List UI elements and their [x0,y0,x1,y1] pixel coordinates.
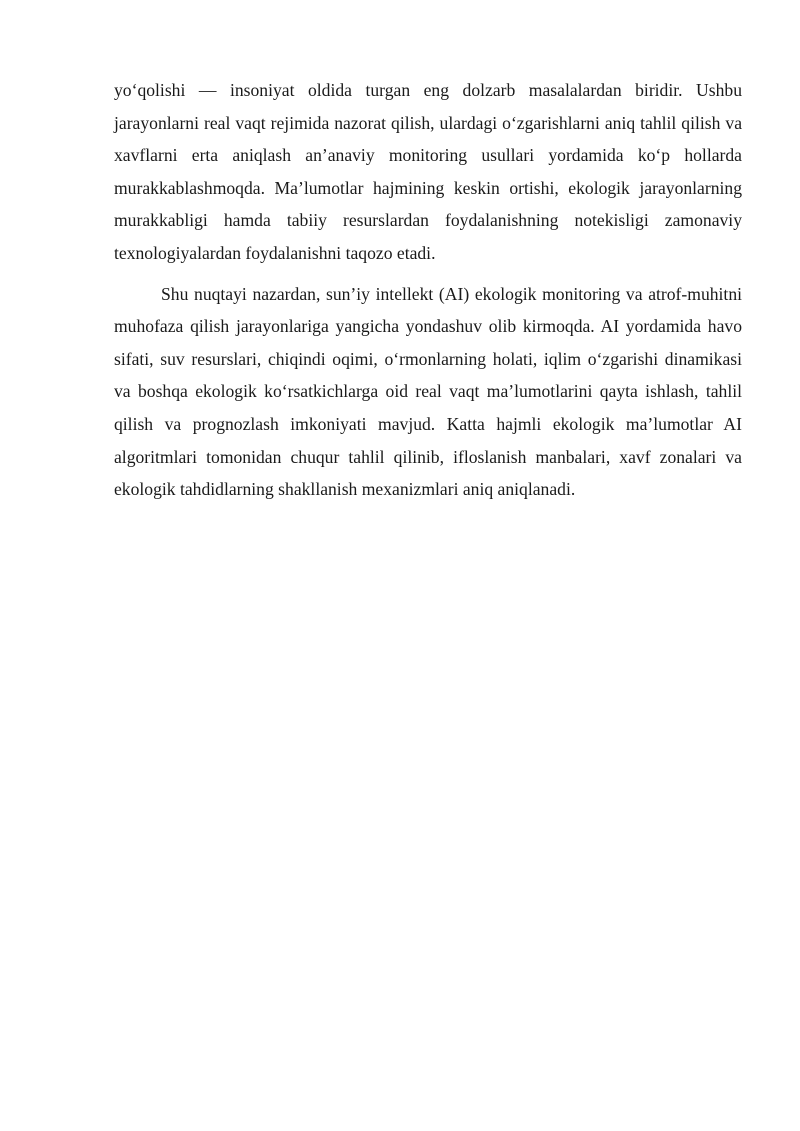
paragraph-ai-monitoring: Shu nuqtayi nazardan, sun’iy intellekt (AI) ekologik monitoring va atrof-muhitni muhofaza qilish jarayonlariga yangicha yondashuv olib kirmoqda. AI yordamida havo sifati, suv resurslari, chiqindi oqimi, o‘rmonlarning holati, iqlim o‘zgarishi dinamikasi va boshqa ekologik ko‘rsatkichlarga oid real vaqt ma’lumotlarini qayta ishlash, tahlil qilish va prognozlash imkoniyati mavjud. Katta hajmli ekologik ma’lumotlar AI algoritmlari tomonidan chuqur tahlil qilinib, ifloslanish manbalari, xavf zonalari va ekologik tahdidlarning shakllanish mexanizmlari aniq aniqlanadi. [114,283,742,500]
paragraph-intro-continuation: yo‘qolishi — insoniyat oldida turgan eng dolzarb masalalardan biridir. Ushbu jarayonlarni real vaqt rejimida nazorat qilish, ulardagi o‘zgarishlarni aniq tahlil qilish va xavflarni erta aniqlash an’anaviy monitoring usullari yordamida ko‘p hollarda murakkablashmoqda. Ma’lumotlar hajmining keskin ortishi, ekologik jarayonlarning murakkabligi hamda tabiiy resurslardan foydalanishning notekisligi zamonaviy texnologiyalardan foydalanishni taqozo etadi. [114,80,742,263]
document-body [114,74,742,506]
